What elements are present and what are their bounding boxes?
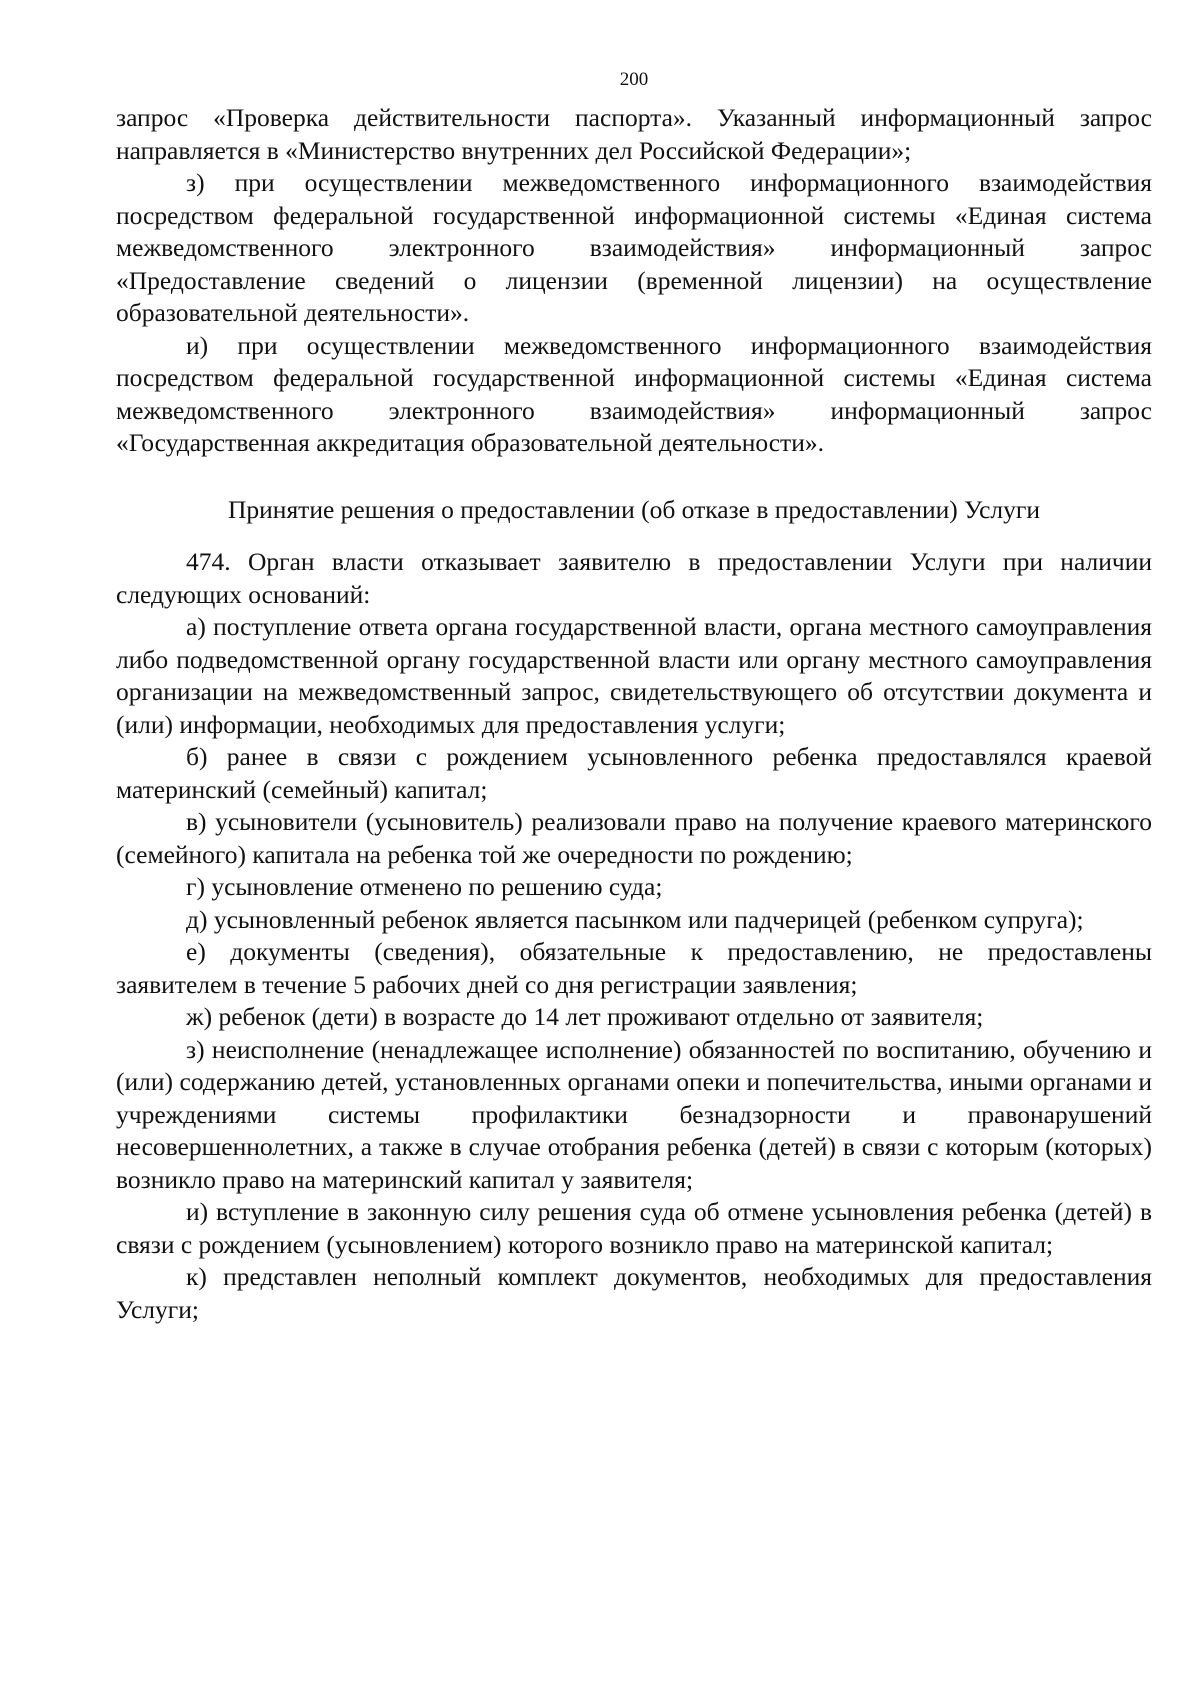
paragraph-item-i: и) при осуществлении межведомственного информационного взаимодействия посредством федеральной государственной информационной системы «Единая система межведомственного электронного взаимодействия» информационный запрос «Государственная аккредитация образовательной деятельности». bbox=[116, 330, 1152, 457]
paragraph-item-z: з) при осуществлении межведомственного информационного взаимодействия посредством федеральной государственной информационной системы «Единая система межведомственного электронного взаимодействия» информационный запрос «Предоставление сведений о лицензии (временной лицензии) на осуществление образовательной деятельности». bbox=[116, 168, 1152, 327]
list-item-g: г) усыновление отменено по решению суда; bbox=[186, 872, 663, 901]
list-item-e: е) документы (сведения), обязательные к предоставлению, не предоставлены заявителем в течение 5 рабочих дней со дня регистрации заявления; bbox=[116, 937, 1152, 999]
list-item-k: к) представлен неполный комплект документов, необходимых для предоставления Услуги; bbox=[116, 1262, 1152, 1324]
list-item-a: а) поступление ответа органа государственной власти, органа местного самоуправления либо подведомственной органу государственной власти или органу местного самоуправления организации на межведомственный запрос, свидетельствующего об отсутствии документа и (или) информации, необходимых для предоставления услуги; bbox=[116, 612, 1152, 739]
list-item-b: б) ранее в связи с рождением усыновленного ребенка предоставлялся краевой материнский (семейный) капитал; bbox=[116, 742, 1152, 804]
list-item-z: з) неисполнение (ненадлежащее исполнение) обязанностей по воспитанию, обучению и (или) содержанию детей, установленных органами опеки и попечительства, иными органами и учреждениями системы профилактики безнадзорности и правонарушений несовершеннолетних, а также в случае отобрания ребенка (детей) в связи с которым (которых) возникло право на материнский капитал у заявителя; bbox=[116, 1034, 1152, 1194]
section-heading: Принятие решения о предоставлении (об отказе в предоставлении) Услуги bbox=[227, 494, 1041, 524]
list-item-zh: ж) ребенок (дети) в возрасте до 14 лет проживают отдельно от заявителя; bbox=[186, 1002, 984, 1031]
list-item-v: в) усыновители (усыновитель) реализовали право на получение краевого материнского (семейного) капитала на ребенка той же очередности по рождению; bbox=[116, 807, 1152, 869]
list-item-d: д) усыновленный ребенок является пасынком или падчерицей (ребенком супруга); bbox=[186, 904, 1084, 934]
document-page bbox=[116, 68, 1152, 1326]
paragraph-474: 474. Орган власти отказывает заявителю в предоставлении Услуги при наличии следующих оснований: bbox=[116, 547, 1152, 609]
paragraph-continuation: запрос «Проверка действительности паспорта». Указанный информационный запрос направляется в «Министерство внутренних дел Российской Федерации»; bbox=[116, 103, 1152, 165]
page-number: 200 bbox=[619, 69, 649, 90]
list-item-i: и) вступление в законную силу решения суда об отмене усыновления ребенка (детей) в связи с рождением (усыновлением) которого возникло право на материнской капитал; bbox=[116, 1197, 1152, 1259]
